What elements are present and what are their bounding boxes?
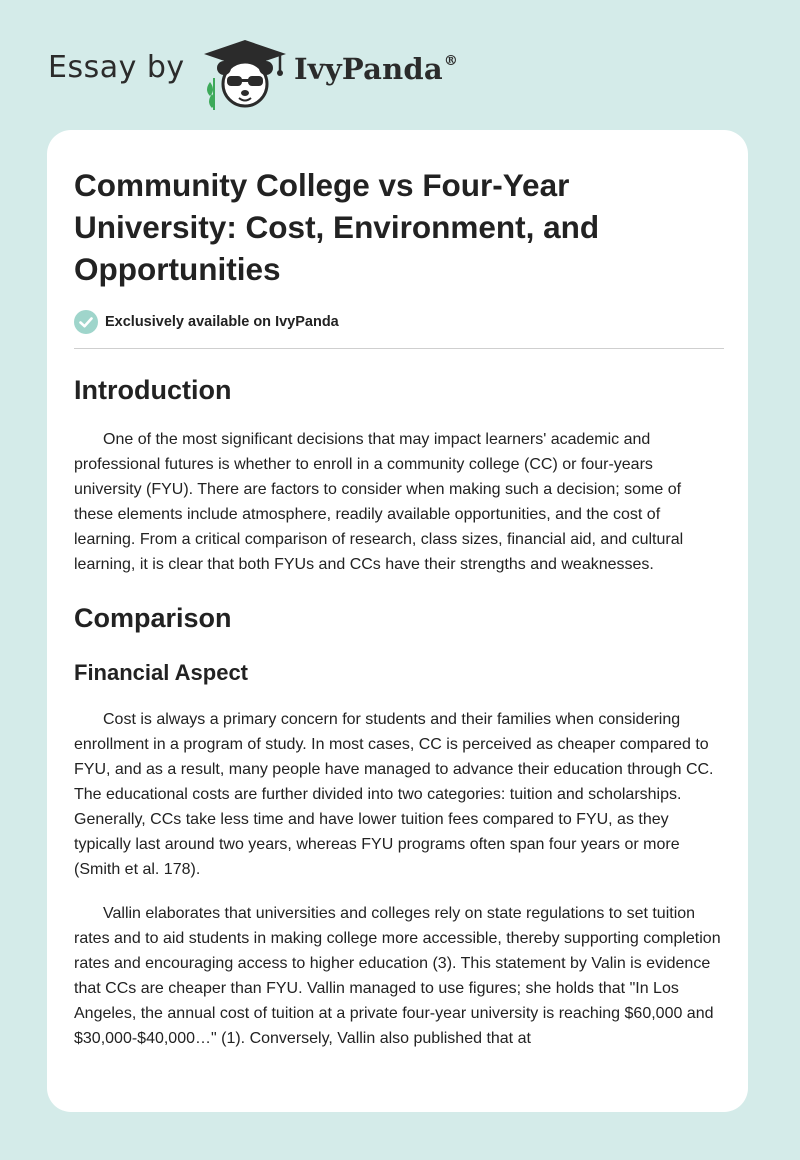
check-badge-icon <box>74 310 98 334</box>
brand-name[interactable] <box>294 52 458 86</box>
paragraph: Vallin elaborates that universities and colleges rely on state regulations to set tuition rates and to aid students in making college more accessible, thereby supporting completion rates and encouraging access to higher education (3). This statement by Valin is evidence that CCs are cheaper than FYU. Vallin managed to use figures; she holds that "In Los Angeles, the annual cost of tuition at a private four-year university is reaching $60,000 and $30,000-$40,000…" (1). Conversely, Vallin also published that at <box>74 905 721 1047</box>
exclusive-label: Exclusively available on IvyPanda <box>105 314 339 330</box>
essay-card <box>47 130 748 1112</box>
paragraph: One of the most significant decisions that may impact learners' academic and professional futures is whether to enroll in a community college (CC) or four-years university (FYU). There are factors to consider when making such a decision; some of these elements include atmosphere, readily available opportunities, and the cost of learning. From a critical comparison of research, class sizes, financial aid, and cultural learning, it is clear that both FYUs and CCs have their strengths and weaknesses. <box>74 431 684 573</box>
section-heading-comparison: Comparison <box>74 603 232 633</box>
section-heading-introduction: Introduction <box>74 375 232 405</box>
title-divider <box>74 348 724 349</box>
essay-content <box>74 164 724 1051</box>
paragraph: Cost is always a primary concern for students and their families when considering enrollment in a program of study. In most cases, CC is perceived as cheaper compared to FYU, and as a result, many people have managed to advance their education through CC. The educational costs are further divided into two categories: tuition and scholarships. Generally, CCs take less time and have lower tuition fees compared to FYU, as they typically last around two years, whereas FYU programs often span four years or more (Smith et al. 178). <box>74 711 714 878</box>
panda-graduation-cap-logo-icon[interactable] <box>200 38 290 110</box>
subsection-heading-financial-aspect: Financial Aspect <box>74 660 249 685</box>
essay-title: Community College vs Four-Year University: Cost, Environment, and Opportunities <box>74 167 600 287</box>
essay-by-label: Essay by <box>48 50 185 85</box>
exclusive-badge <box>74 308 724 336</box>
brand-name-text: IvyPanda <box>294 52 443 86</box>
site-header <box>0 0 800 130</box>
registered-mark: ® <box>443 53 459 69</box>
